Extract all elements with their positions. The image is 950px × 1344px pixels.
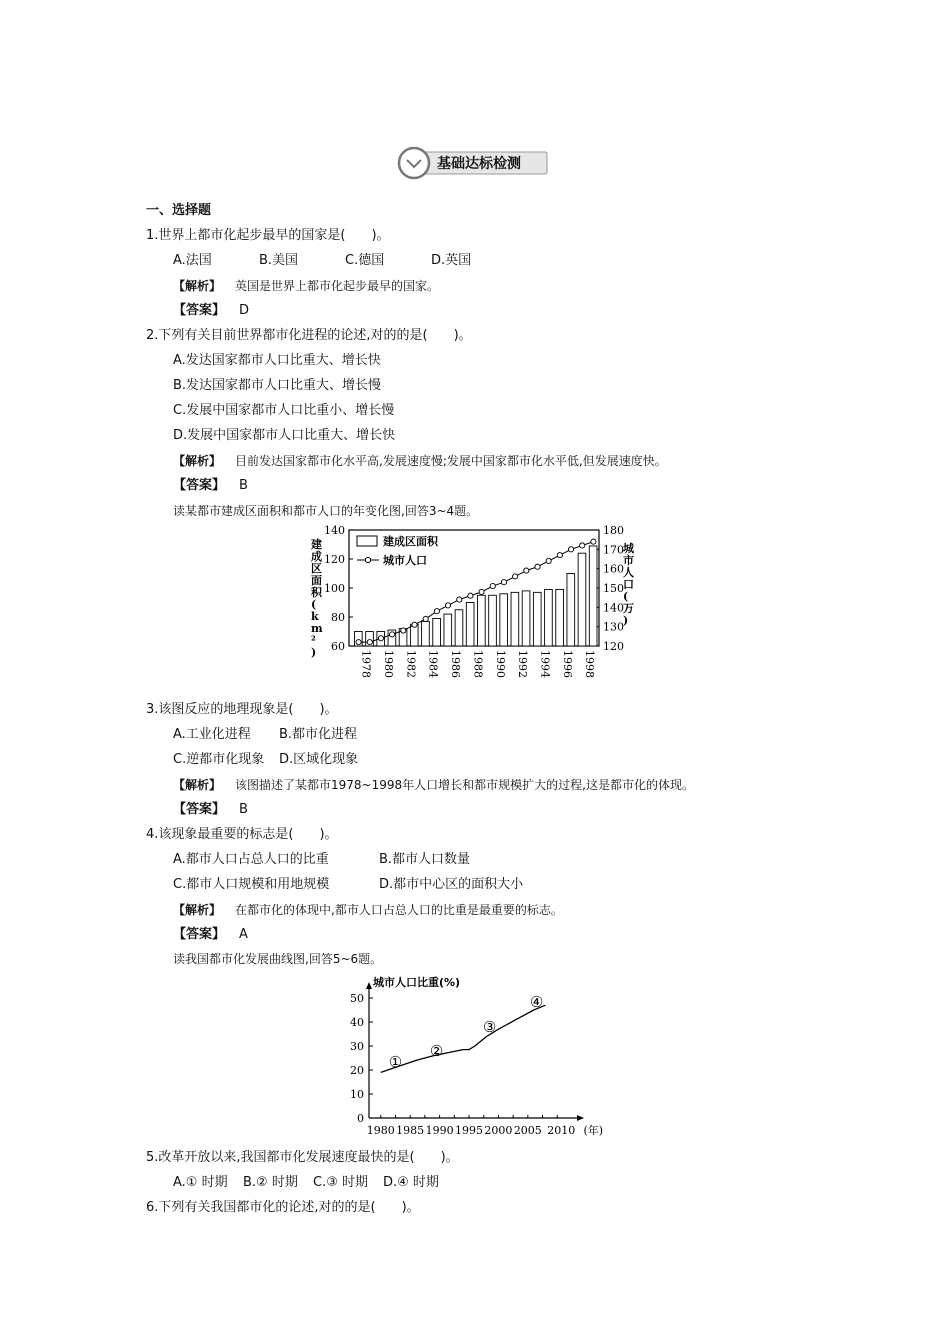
population-point bbox=[557, 553, 562, 558]
population-point bbox=[356, 640, 361, 645]
area-bar bbox=[578, 553, 586, 646]
q3-options-row1 bbox=[173, 726, 357, 744]
q2-option-a: A.发达国家都市人口比重大、增长快 bbox=[173, 353, 381, 368]
population-point bbox=[490, 583, 495, 588]
population-point bbox=[524, 568, 529, 573]
q3-stem: 3.该图反应的地理现象是( )。 bbox=[146, 702, 338, 717]
q5-stem: 5.改革开放以来,我国都市化发展速度最快的是( )。 bbox=[146, 1150, 459, 1165]
q6-stem: 6.下列有关我国都市化的论述,对的的是( )。 bbox=[146, 1200, 420, 1215]
x-tick-label: 1985 bbox=[396, 1124, 425, 1137]
analysis-label: 【解析】 bbox=[173, 279, 222, 293]
x-axis-arrow bbox=[577, 1115, 584, 1121]
x-tick-label: 1980 bbox=[381, 650, 395, 678]
q3-option-a: A.工业化进程 bbox=[173, 727, 251, 742]
x-tick-label: 2010 bbox=[547, 1124, 576, 1137]
population-point bbox=[580, 543, 585, 548]
analysis-label: 【解析】 bbox=[173, 903, 222, 917]
q3-option-b: B.都市化进程 bbox=[279, 727, 358, 742]
q4-option-d: D.都市中心区的面积大小 bbox=[379, 877, 524, 892]
x-tick-label: 1980 bbox=[366, 1124, 395, 1137]
population-point bbox=[535, 564, 540, 569]
population-point bbox=[546, 558, 551, 563]
legend-bar-label: 建成区面积 bbox=[383, 535, 438, 548]
intro-3-4: 读某都市建成区面积和都市人口的年变化图,回答3~4题。 bbox=[173, 504, 479, 518]
area-bar bbox=[478, 595, 486, 646]
q5-option-a: A.① 时期 bbox=[173, 1175, 228, 1190]
period-marker: ③ bbox=[482, 1018, 497, 1036]
period-marker: ④ bbox=[529, 992, 544, 1011]
y-tick-label: 50 bbox=[350, 992, 364, 1005]
area-bar bbox=[589, 546, 597, 646]
area-bar bbox=[556, 589, 564, 646]
q2-analysis: 【解析】 目前发达国家都市化水平高,发展速度慢;发展中国家都市化水平低,但发展速度快。 bbox=[173, 454, 667, 468]
q5-option-d: D.④ 时期 bbox=[383, 1175, 439, 1190]
answer-label: 【答案】 bbox=[173, 927, 226, 942]
y-left-tick-label: 60 bbox=[331, 640, 345, 653]
y-tick-label: 10 bbox=[350, 1088, 364, 1101]
x-tick-label: 2005 bbox=[513, 1124, 542, 1137]
x-axis-unit: (年) bbox=[583, 1124, 604, 1137]
area-bar bbox=[444, 614, 452, 646]
area-bar bbox=[500, 594, 508, 646]
q4-options-row1 bbox=[173, 851, 470, 869]
population-point bbox=[501, 580, 506, 585]
q3-analysis: 【解析】 该图描述了某都市1978~1998年人口增长和都市规模扩大的过程,这是都市化的体现。 bbox=[173, 778, 694, 792]
population-point bbox=[378, 636, 383, 641]
area-bar bbox=[455, 610, 463, 646]
y-right-tick-label: 120 bbox=[603, 640, 624, 653]
y-tick-label: 30 bbox=[350, 1040, 364, 1053]
population-point bbox=[457, 597, 462, 602]
population-point bbox=[445, 603, 450, 608]
area-bar bbox=[522, 591, 530, 646]
q3-option-d: D.区域化现象 bbox=[279, 752, 359, 767]
q5-options bbox=[173, 1174, 439, 1192]
x-tick-label: 1995 bbox=[455, 1124, 483, 1137]
area-bar bbox=[545, 589, 553, 646]
y-tick-label: 0 bbox=[357, 1112, 364, 1125]
urbanization-curve bbox=[381, 1005, 546, 1072]
chart-title: 城市人口比重(%) bbox=[373, 976, 461, 989]
q2-option-c: C.发展中国家都市人口比重小、增长慢 bbox=[173, 403, 395, 418]
q2-option-d: D.发展中国家都市人口比重大、增长快 bbox=[173, 428, 396, 443]
q1-stem: 1.世界上都市化起步最早的国家是( )。 bbox=[146, 228, 390, 243]
population-point bbox=[412, 622, 417, 627]
period-marker: ② bbox=[429, 1042, 444, 1060]
badge-title: 基础达标检测 bbox=[437, 156, 521, 172]
y-right-tick-label: 150 bbox=[603, 582, 624, 595]
population-point bbox=[513, 574, 518, 579]
y-right-tick-label: 180 bbox=[603, 524, 624, 537]
x-tick-label: 1990 bbox=[493, 650, 507, 678]
population-point bbox=[401, 628, 406, 633]
area-population-chart bbox=[305, 520, 634, 680]
area-bar bbox=[422, 621, 430, 646]
x-tick-label: 2000 bbox=[484, 1124, 513, 1137]
y-tick-label: 20 bbox=[350, 1064, 364, 1077]
y-left-tick-label: 140 bbox=[324, 524, 345, 537]
y-axis-arrow bbox=[366, 982, 372, 989]
x-tick-label: 1994 bbox=[538, 650, 552, 678]
answer-label: 【答案】 bbox=[173, 802, 226, 817]
q5-option-c: C.③ 时期 bbox=[313, 1175, 368, 1190]
answer-label: 【答案】 bbox=[173, 478, 226, 493]
y-right-axis-title: 城市人口(万) bbox=[623, 542, 634, 627]
q2-answer: 【答案】 B bbox=[173, 478, 248, 493]
q4-answer: 【答案】 A bbox=[173, 927, 248, 942]
legend-line-label: 城市人口 bbox=[383, 554, 427, 567]
q3-options-row2 bbox=[173, 751, 358, 769]
y-right-tick-label: 160 bbox=[603, 562, 624, 576]
population-point bbox=[434, 609, 439, 614]
x-tick-label: 1988 bbox=[471, 650, 485, 678]
population-point bbox=[568, 547, 573, 552]
population-point bbox=[468, 593, 473, 598]
legend-bar-swatch bbox=[357, 536, 377, 546]
q3-option-c: C.逆都市化现象 bbox=[173, 752, 265, 767]
q3-answer: 【答案】 B bbox=[173, 802, 248, 817]
q1-option-a: A.法国 bbox=[173, 253, 212, 268]
q1-option-c: C.德国 bbox=[345, 253, 385, 268]
y-left-tick-label: 100 bbox=[324, 582, 345, 595]
y-right-tick-label: 140 bbox=[603, 601, 624, 615]
x-tick-label: 1998 bbox=[583, 650, 597, 678]
answer-label: 【答案】 bbox=[173, 303, 226, 318]
q2-stem: 2.下列有关目前世界都市化进程的论述,对的的是( )。 bbox=[146, 328, 472, 343]
q4-option-c: C.都市人口规模和用地规模 bbox=[173, 877, 330, 892]
analysis-label: 【解析】 bbox=[173, 778, 222, 792]
q1-answer: 【答案】 D bbox=[173, 303, 250, 318]
x-tick-label: 1992 bbox=[516, 650, 530, 678]
y-tick-label: 40 bbox=[350, 1016, 364, 1029]
y-left-axis-title: 建成区面积( k m ² ) bbox=[311, 538, 323, 659]
q4-options-row2 bbox=[173, 876, 523, 894]
urbanization-curve-chart bbox=[345, 972, 605, 1140]
q4-stem: 4.该现象最重要的标志是( )。 bbox=[146, 827, 338, 842]
period-marker: ① bbox=[388, 1052, 403, 1071]
q1-analysis: 【解析】 英国是世界上都市化起步最早的国家。 bbox=[173, 279, 440, 293]
chevron-circle-icon bbox=[399, 148, 429, 178]
population-point bbox=[423, 616, 428, 621]
q1-option-d: D.英国 bbox=[431, 253, 472, 268]
x-tick-label: 1978 bbox=[359, 650, 373, 678]
intro-5-6: 读我国都市化发展曲线图,回答5~6题。 bbox=[173, 952, 383, 966]
q1-option-b: B.美国 bbox=[259, 253, 299, 268]
population-point bbox=[367, 640, 372, 645]
population-point bbox=[390, 632, 395, 637]
y-right-tick-label: 170 bbox=[603, 543, 624, 557]
x-tick-label: 1984 bbox=[426, 650, 440, 678]
area-bar bbox=[533, 592, 541, 646]
x-tick-label: 1996 bbox=[560, 650, 574, 678]
population-point bbox=[479, 589, 484, 594]
q4-option-a: A.都市人口占总人口的比重 bbox=[173, 852, 329, 867]
x-tick-label: 1982 bbox=[404, 650, 418, 678]
y-right-tick-label: 130 bbox=[603, 620, 624, 634]
legend-line-marker bbox=[365, 557, 370, 562]
y-left-tick-label: 120 bbox=[324, 553, 345, 566]
population-point bbox=[591, 539, 596, 544]
area-bar bbox=[433, 618, 441, 646]
section-badge bbox=[397, 146, 549, 180]
q5-option-b: B.② 时期 bbox=[243, 1175, 298, 1190]
area-bar bbox=[466, 603, 474, 647]
analysis-label: 【解析】 bbox=[173, 454, 222, 468]
q4-option-b: B.都市人口数量 bbox=[379, 852, 471, 867]
x-tick-label: 1986 bbox=[449, 650, 463, 678]
area-bar bbox=[511, 592, 519, 646]
area-bar bbox=[489, 595, 497, 646]
q2-option-b: B.发达国家都市人口比重大、增长慢 bbox=[173, 378, 382, 393]
q4-analysis: 【解析】 在都市化的体现中,都市人口占总人口的比重是最重要的标志。 bbox=[173, 903, 563, 917]
area-bar bbox=[567, 574, 575, 647]
y-left-tick-label: 80 bbox=[331, 611, 345, 624]
x-tick-label: 1990 bbox=[425, 1124, 454, 1137]
q1-options bbox=[173, 252, 471, 270]
section-title: 一、选择题 bbox=[146, 203, 212, 218]
